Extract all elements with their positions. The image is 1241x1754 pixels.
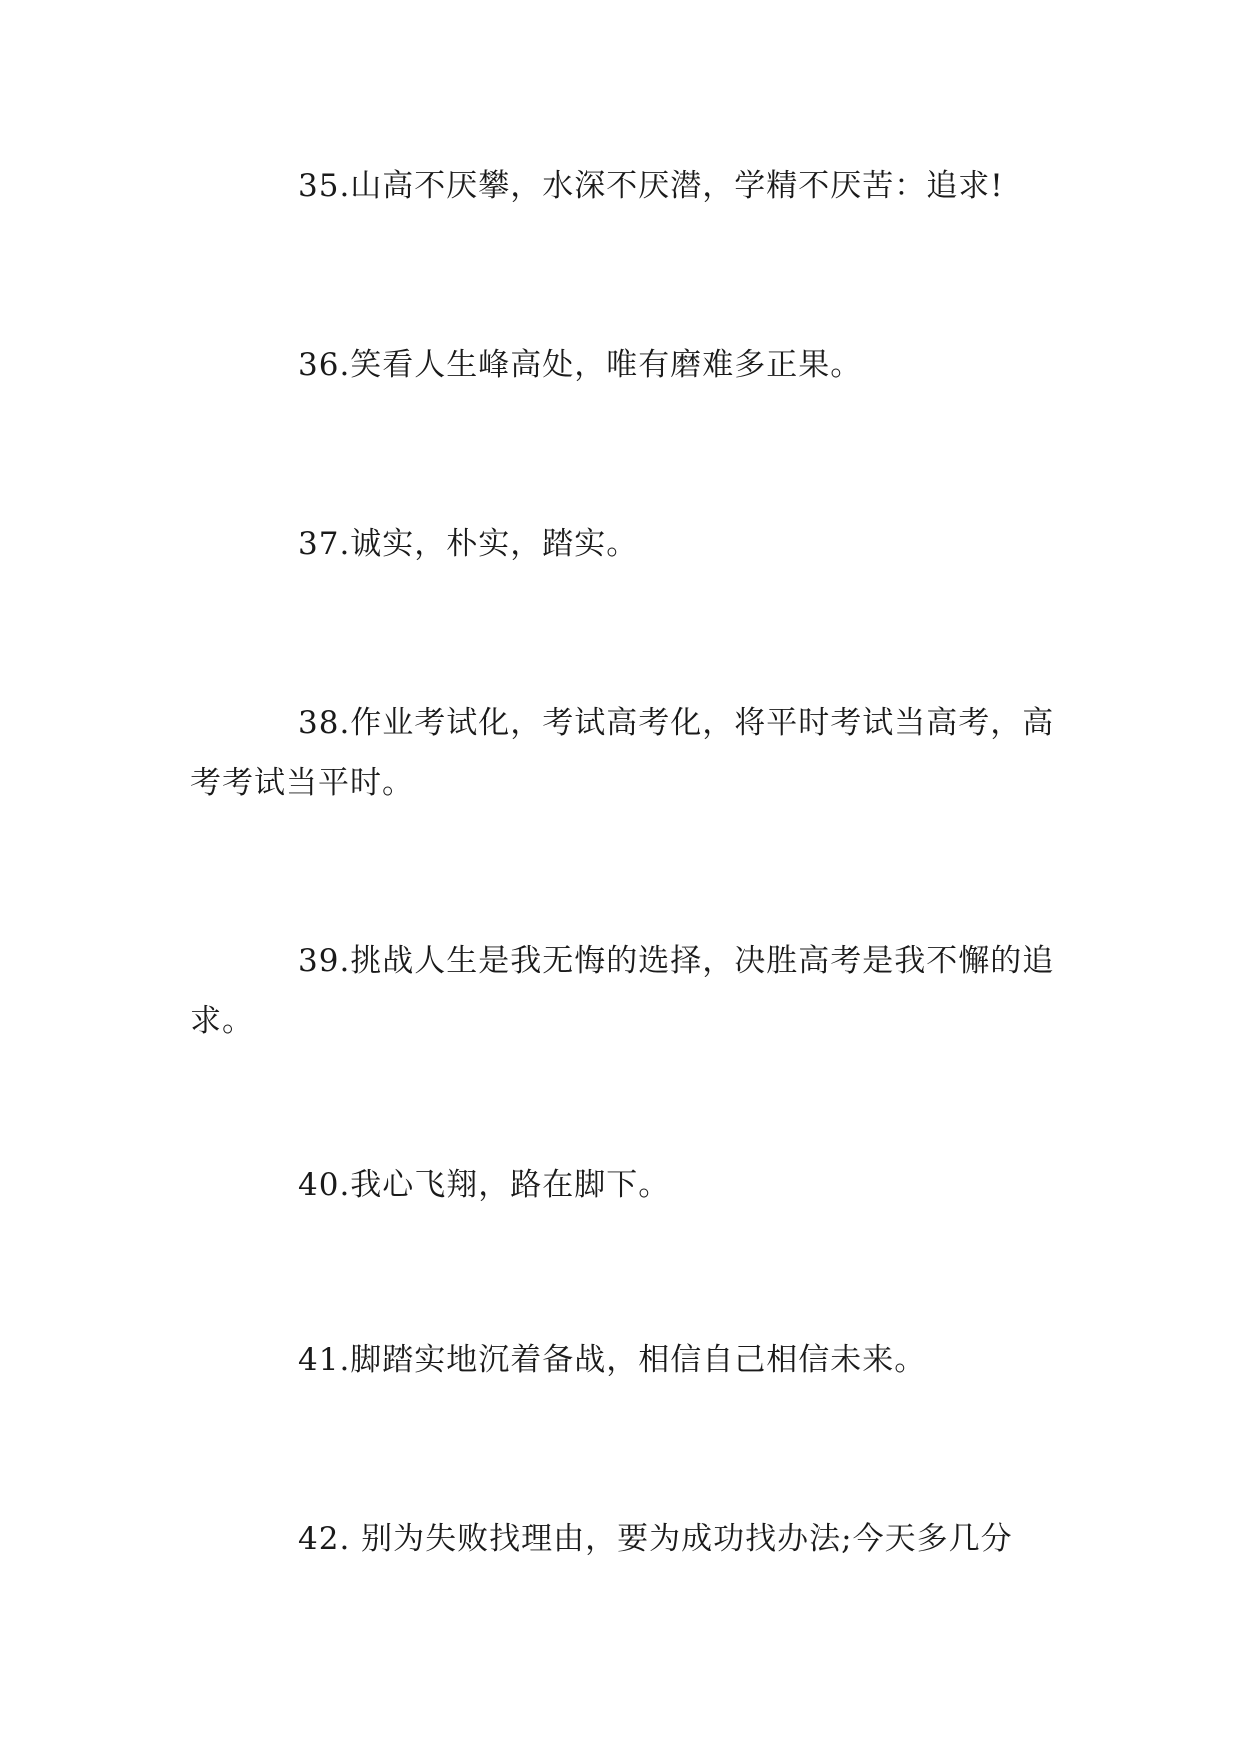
paragraph-37: 37.诚实，朴实，踏实。 (298, 526, 639, 562)
paragraph-42: 42. 别为失败找理由，要为成功找办法;今天多几分 (298, 1521, 1013, 1557)
paragraph-41: 41.脚踏实地沉着备战，相信自己相信未来。 (298, 1342, 927, 1378)
paragraph-38: 38.作业考试化，考试高考化，将平时考试当高考，高考考试当平时。 (190, 705, 1055, 801)
paragraph-39: 39.挑战人生是我无悔的选择，决胜高考是我不懈的追求。 (190, 943, 1055, 1039)
paragraph-35: 35.山高不厌攀，水深不厌潜，学精不厌苦：追求! (298, 168, 1004, 204)
paragraph-36: 36.笑看人生峰高处，唯有磨难多正果。 (298, 347, 863, 383)
paragraph-40: 40.我心飞翔，路在脚下。 (298, 1167, 671, 1203)
